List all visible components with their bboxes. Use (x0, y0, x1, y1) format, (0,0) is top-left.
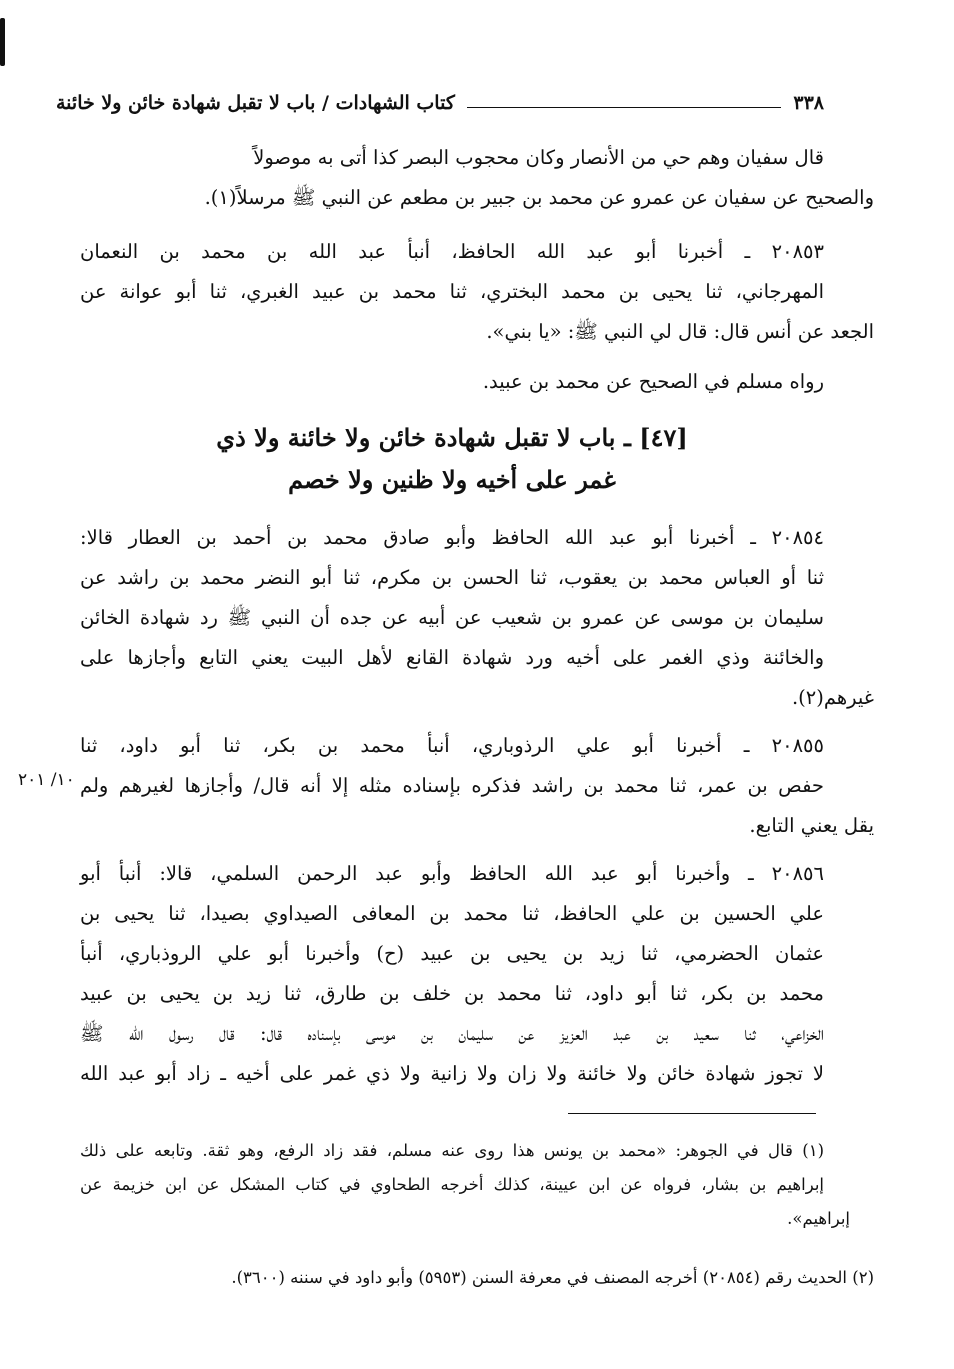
page-header (56, 86, 824, 120)
paragraph-line: ٢٠٨٥٥ ـ أخبرنا أبو علي الرذوباري، أنبأ محمد بن بكر، ثنا أبو داود، ثنا (80, 734, 824, 757)
footnote-line: إبراهيم بن بشار، فرواه عن ابن عيينة، كذلك أخرجه الطحاوي في كتاب المشكل عن ابن خزيمة عن (80, 1175, 824, 1194)
paragraph-line: محمد بن بكر، ثنا أبو داود، ثنا محمد بن خلف بن طارق، ثنا زيد بن يحيى بن عبيد (80, 982, 824, 1005)
paragraph-line: والصحيح عن سفيان عن عمرو عن محمد بن جبير بن مطعم عن النبي ﷺ مرسلاً(١). (204, 186, 874, 209)
paragraph-line: الجعد عن أنس قال: قال لي النبي ﷺ: «يا بني». (486, 320, 874, 343)
header-rule (467, 107, 782, 108)
chapter-heading: غمر على أخيه ولا ظنين ولا خصم (288, 465, 616, 494)
paragraph-line: ٢٠٨٥٣ ـ أخبرنا أبو عبد الله الحافظ، أنبأ عبد الله بن محمد بن النعمان (80, 240, 824, 263)
footnote-line: (٢) الحديث رقم (٢٠٨٥٤) أخرجه المصنف في معرفة السنن (٥٩٥٣) وأبو داود في سننه (٣٦٠٠). (231, 1268, 874, 1287)
paragraph-line: حفص بن عمر، ثنا محمد بن راشد فذكره بإسناده مثله إلا أنه قال/ وأجازها لغيرهم ولم (80, 774, 824, 797)
paragraph-line: المهرجاني، ثنا يحيى بن محمد البختري، ثنا محمد بن عبيد الغبري، ثنا أبو عوانة عن (80, 280, 824, 303)
page-edge-mark (0, 18, 5, 66)
paragraph-line: علي الحسين بن علي الحافظ، ثنا محمد بن المعافى الصيداوي بصيدا، ثنا يحيى بن (80, 902, 824, 925)
footnote-separator (568, 1113, 816, 1114)
paragraph-line: غيرهم(٢). (791, 686, 874, 709)
footnote-line: (١) قال في الجوهر: «محمد بن يونس هذا روى عنه مسلم، فقد زاد الرفع، وهو ثقة. وتابعه على ذلك (80, 1141, 824, 1160)
paragraph-line: ثنا أو العباس محمد بن يعقوب، ثنا الحسن بن مكرم، ثنا أبو النضر محمد بن راشد عن (80, 566, 824, 589)
margin-volume-page-note: ١٠/ ٢٠١ (18, 770, 75, 790)
paragraph-line: ٢٠٨٥٦ ـ وأخبرنا أبو عبد الله الحافظ وأبو عبد الرحمن السلمي، قالا: أنبأ أبو (80, 862, 824, 885)
paragraph-line: لا تجوز شهادة خائن ولا خائنة ولا زان ولا زانية ولا ذي غمر على أخيه ـ زاد أبو عبد الله (80, 1062, 824, 1085)
footnote-line: إبراهيم». (787, 1209, 850, 1228)
paragraph-line: ٢٠٨٥٤ ـ أخبرنا أبو عبد الله الحافظ وأبو صادق محمد بن أحمد بن العطار قالا: (80, 526, 824, 549)
paragraph-line: رواه مسلم في الصحيح عن محمد بن عبيد. (482, 370, 824, 393)
paragraph-line: عثمان الحضرمي، ثنا زيد بن يحيى بن عبيد (ح) وأخبرنا أبو علي الروذباري، أنبأ (80, 942, 824, 965)
page-number: ٣٣٨ (793, 92, 824, 114)
paragraph-line: والخائنة وذي الغمر على أخيه ورد شهادة القانع لأهل البيت يعني التابع وأجازها على (80, 646, 824, 669)
paragraph-line: سليمان بن موسى عن عمرو بن شعيب عن أبيه عن جده أن النبي ﷺ رد شهادة الخائن (80, 606, 824, 629)
paragraph-line: قال سفيان وهم حي من الأنصار وكان محجوب البصر كذا أتى به موصولاً (253, 146, 824, 169)
chapter-heading: [٤٧] ـ باب لا تقبل شهادة خائن ولا خائنة ولا ذي (216, 423, 688, 452)
paragraph-line: الخزاعي، ثنا سعيد بن عبد العزيز عن سليمان بن موسى بإسناده قال: قال رسول الله ﷺ (80, 1022, 824, 1045)
paragraph-line: يقل يعني التابع. (749, 814, 874, 837)
running-title: كتاب الشهادات / باب لا تقبل شهادة خائن ولا خائنة (56, 92, 455, 114)
